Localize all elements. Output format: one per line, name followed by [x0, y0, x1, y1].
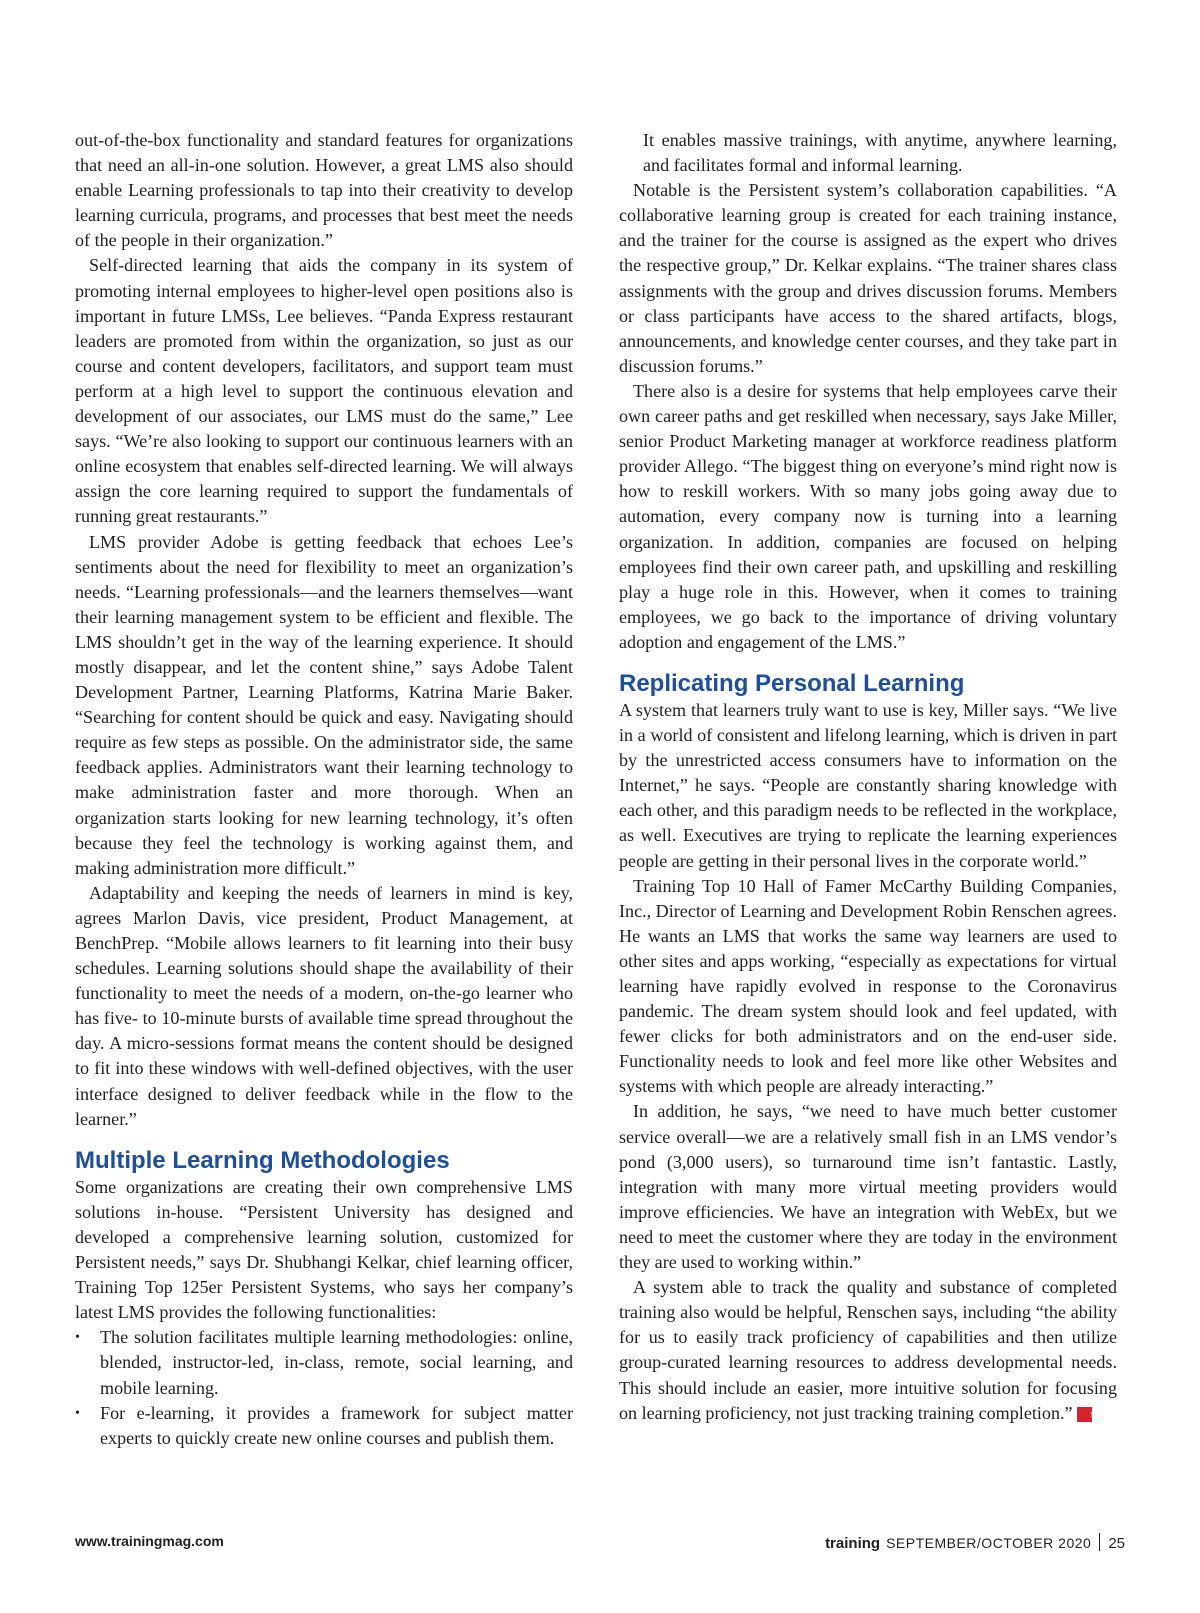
paragraph: Notable is the Persistent system’s collaboration capabilities. “A collaborative learning group is created for each training instance, and the trainer for the course is assigned as the expert who drives the respective group,” Dr. Kelkar explains. “The trainer shares class assignments with the group and drives discussion forums. Members or class participants have access to the shared artifacts, blogs, announcements, and knowledge center courses, and they take part in discussion forums.” — [619, 180, 1117, 376]
bullet-item: • For e-learning, it provides a framework for subject matter experts to quickly create new online courses and publish them. — [75, 1401, 573, 1451]
bullet-list-continued — [619, 128, 1117, 178]
paragraph-text: A system able to track the quality and substance of completed training also would be helpful, Renschen says, including “the ability for us to easily track proficiency of capabilities and then utilize group-curated learning resources to address developmental needs. This should include an easier, more intuitive solution for focusing on learning proficiency, not just tracking training completion.” — [619, 1277, 1117, 1423]
paragraph: Adaptability and keeping the needs of learners in mind is key, agrees Marlon Davis, vice president, Product Management, at BenchPrep. “Mobile allows learners to fit learning into their busy schedules. Learning solutions should shape the availability of their functionality to meet the needs of a modern, on-the-go learner who has five- to 10-minute bursts of available time spread throughout the day. A micro-sessions format means the content should be designed to fit into these windows with well-defined objectives, with the user interface designed to deliver feedback while in the flow to the learner.” — [75, 882, 573, 1129]
page-number: 25 — [1108, 1535, 1125, 1552]
paragraph: There also is a desire for systems that help employees carve their own career paths and get reskilled when necessary, says Jake Miller, senior Product Marketing manager at workforce readiness platform provider Allego. “The biggest thing on everyone’s mind right now is how to reskill workers. With so many jobs going away due to automation, every company now is turning into a learning organization. In addition, companies are focused on helping employees find their own career path, and upskilling and reskilling play a huge role in this. However, when it comes to training employees, we go back to the importance of driving voluntary adoption and engagement of the LMS.” — [619, 380, 1117, 652]
paragraph: A system that learners truly want to use is key, Miller says. “We live in a world of consistent and lifelong learning, which is driven in part by the unrestricted access consumers have to information on the Internet,” he says. “People are constantly sharing knowledge with each other, and this paradigm needs to be reflected in the workplace, as well. Executives are trying to replicate the learning experiences people are getting in their personal lives in the corporate world.” — [619, 699, 1117, 871]
section-heading: Multiple Learning Methodologies — [75, 1146, 450, 1174]
paragraph: Some organizations are creating their own comprehensive LMS solutions in-house. “Persistent University has designed and developed a comprehensive learning solution, customized for Persistent needs,” says Dr. Shubhangi Kelkar, chief learning officer, Training Top 125er Persistent Systems, who says her company’s latest LMS provides the following functionalities: — [75, 1176, 573, 1323]
bullet-list — [75, 1325, 573, 1450]
footer-url: www.trainingmag.com — [75, 1533, 224, 1549]
bullet-item: It enables massive trainings, with anytime, anywhere learning, and facilitates formal and informal learning. — [643, 130, 1117, 176]
left-column — [75, 128, 573, 1451]
right-column — [619, 128, 1117, 1426]
footer-right — [825, 1533, 1125, 1553]
footer-brand: training — [825, 1535, 881, 1552]
end-mark-icon: t — [1077, 1407, 1092, 1422]
paragraph: Self-directed learning that aids the company in its system of promoting internal employees to higher-level open positions also is important in future LMSs, Lee believes. “Panda Express restaurant leaders are promoted from within the organization, so just as our course and content developers, facilitators, and support team must perform at a high level to support the continuous elevation and development of our associates, our LMS must do the same,” Lee says. “We’re also looking to support our continuous learners with an online ecosystem that enables self-directed learning. We will always assign the core learning required to support the fundamentals of running great restaurants.” — [75, 255, 573, 527]
paragraph: LMS provider Adobe is getting feedback that echoes Lee’s sentiments about the need for flexibility to meet an organization’s needs. “Learning professionals—and the learners themselves—want their learning management system to be efficient and flexible. The LMS shouldn’t get in the way of the learning experience. It should mostly disappear, and let the content shine,” says Adobe Talent Development Partner, Learning Platforms, Katrina Marie Baker. “Searching for content should be quick and easy. Navigating should require as few steps as possible. On the administrator side, the same feedback applies. Administrators want their learning technology to make administration faster and more thorough. When an organization starts looking for new learning technology, it’s often because they feel the technology is working against them, and making administration more difficult.” — [75, 531, 573, 878]
page-footer — [75, 1533, 1125, 1553]
paragraph: In addition, he says, “we need to have much better customer service overall—we are a relatively small fish in an LMS vendor’s pond (3,000 users), so turnaround time isn’t fantastic. Lastly, integration with many more virtual meeting providers would improve efficiencies. We have an integration with WebEx, but we need to meet the customer where they are today in the environment they are used to working within.” — [619, 1101, 1117, 1273]
footer-issue: SEPTEMBER/OCTOBER 2020 — [886, 1535, 1092, 1551]
paragraph: Training Top 10 Hall of Famer McCarthy Building Companies, Inc., Director of Learning and Development Robin Renschen agrees. He wants an LMS that works the same way learners are used to other sites and apps working, “especially as expectations for virtual learning have rapidly evolved in response to the Coronavirus pandemic. The dream system should look and feel updated, with fewer clicks for both administrators and on the end-user side. Functionality needs to look and feel more like other Websites and systems with which people are already interacting.” — [619, 875, 1117, 1097]
bullet-item: • The solution facilitates multiple learning methodologies: online, blended, instructor-led, in-class, remote, social learning, and mobile learning. — [75, 1325, 573, 1400]
paragraph: out-of-the-box functionality and standard features for organizations that need an all-in-one solution. However, a great LMS also should enable Learning professionals to tap into their creativity to develop learning curricula, programs, and processes that best meet the needs of the people in their organization.” — [75, 130, 573, 251]
paragraph — [619, 1275, 1117, 1426]
section-heading: Replicating Personal Learning — [619, 669, 965, 697]
footer-divider — [1099, 1533, 1100, 1551]
